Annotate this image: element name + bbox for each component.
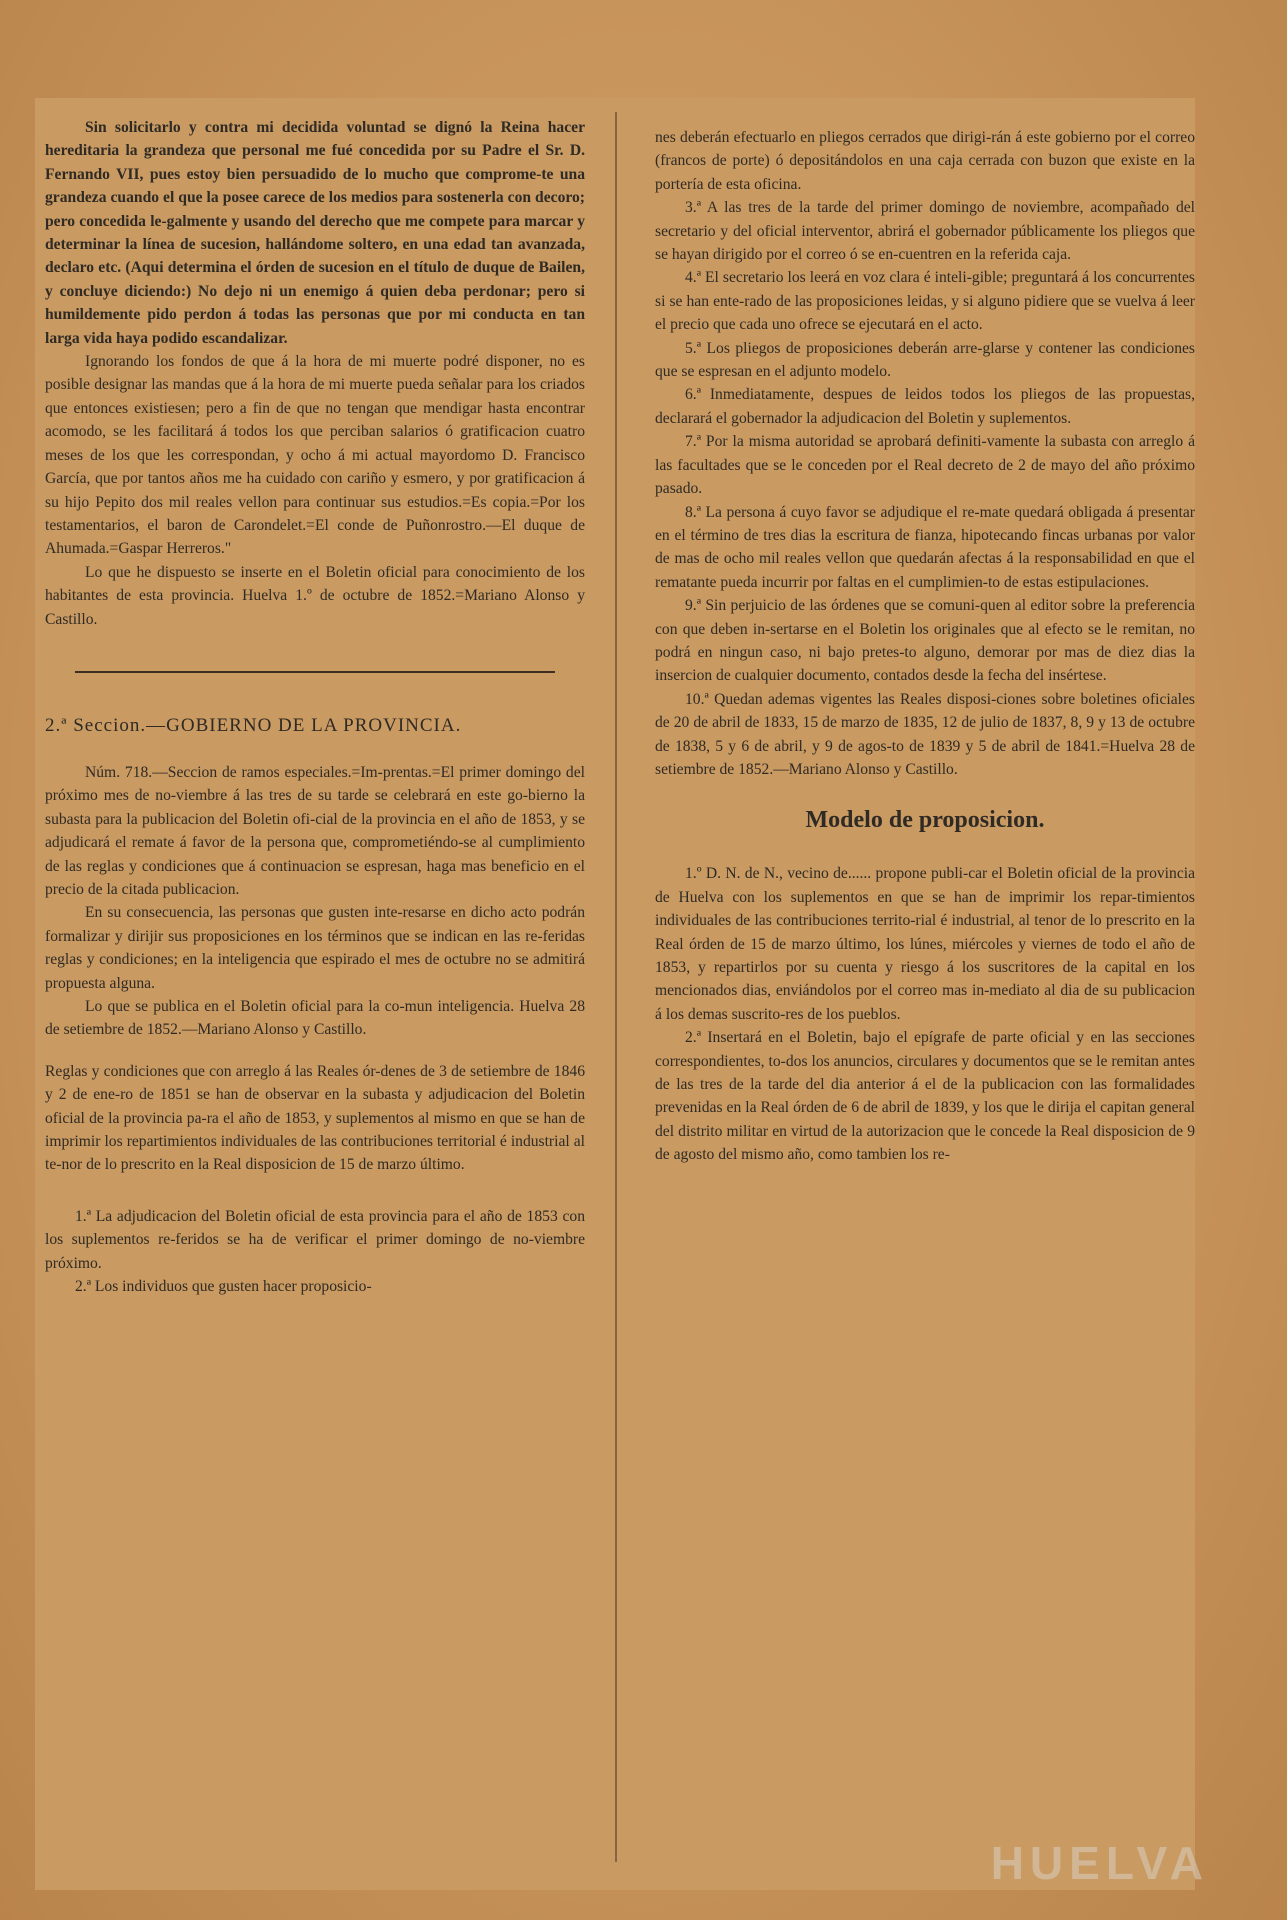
column-rule [615,112,617,1862]
spacer [45,1177,585,1205]
rule-item: 3.ª A las tres de la tarde del primer domingo de noviembre, acompañado del secretario y del oficial interventor, abrirá el gobernador públicamente los pliegos que se hayan dirigido por el correo ó se en-cuentren en la referida caja. [655,199,1195,264]
section-divider [75,671,555,673]
paragraph: Núm. 718.—Seccion de ramos especiales.=Im-prentas.=El primer domingo del próximo mes de no-viembre á las tres de su tarde se celebrará en este go-bierno la subasta para la publicacion del Boletin ofi-cial de la provincia en el año de 1853, y se adjudicará el remate á favor de la persona que, comprometiéndo-se al cumplimiento de las reglas y condiciones que á continuacion se espresan, haga mas beneficio en el precio de la citada publicacion. [45,763,585,898]
rule-item: 9.ª Sin perjuicio de las órdenes que se comuni-quen al editor sobre la preferencia con que deben in-sertarse en el Boletin los originales que al efecto se le remitan, no podrá en ningun caso, ni bajo pretes-to alguno, demorar por mas de diez dias la insercion de cualquier documento, contados desde la fecha del insértese. [655,597,1195,685]
rule-item: 8.ª La persona á cuyo favor se adjudique el re-mate quedará obligada á presentar en el término de tres dias la escritura de fianza, hipotecando fincas urbanas por valor de mas de ocho mil reales vellon que quedarán afectas á la responsabilidad en que el rematante pueda incurrir por faltas en el cumplimien-to de estas estipulaciones. [655,503,1195,591]
rule-item: 10.ª Quedan ademas vigentes las Reales disposi-ciones sobre boletines oficiales de 20 de abril de 1833, 15 de marzo de 1835, 12 de julio de 1837, 8, 9 y 13 de octubre de 1838, 5 y 6 de abril, y 9 de agos-to de 1839 y 5 de abril de 1841.=Huelva 28 de setiembre de 1852.—Mariano Alonso y Castillo. [655,690,1195,778]
rule-item: 7.ª Por la misma autoridad se aprobará definiti-vamente la subasta con arreglo á las facultades que se le conceden por el Real decreto de 2 de mayo del año próximo pasado. [655,433,1195,498]
paragraph: Lo que se publica en el Boletin oficial para la co-mun inteligencia. Huelva 28 de setiembre de 1852.—Mariano Alonso y Castillo. [45,998,585,1039]
spacer [45,1042,585,1060]
model-item: 1.º D. N. de N., vecino de...... propone publi-car el Boletin oficial de la provincia de Huelva con los suplementos en que se han de imprimir los repar-timientos individuales de las contribuciones territo-rial é industrial, al tenor de lo prescrito en la Real órden de 15 de marzo último, los lúnes, miércoles y viernes de todo el año de 1853, y repartirlos por su cuenta y riesgo á los suscritores de la capital en los mencionados dias, enviándolos por el correo mas in-mediato al dia de su publicacion á los demas suscrito-res de los pueblos. [655,865,1195,1023]
model-heading: Modelo de proposicion. [805,807,1045,834]
watermark-logo: HUELVA [990,1837,1209,1889]
rules-intro: Reglas y condiciones que con arreglo á las Reales ór-denes de 3 de setiembre de 1846 y 2 de ene-ro de 1851 se han de observar en la subasta y adjudicacion del Boletin oficial de la provincia pa-ra el año de 1853, y suplementos al mismo en que se han de imprimir los repartimientos individuales de las contribuciones territorial é industrial al te-nor de lo prescrito en la Real disposicion de 15 de marzo último. [45,1062,585,1174]
paragraph: Ignorando los fondos de que á la hora de mi muerte podré disponer, no es posible designar las mandas que á la hora de mi muerte pueda señalar para los criados que entonces existiesen; pero a fin de que no tengan que mendigar hasta encontrar acomodo, se les facilitará á todos los que perciban salarios ó gratificacion cuatro meses de los que les correspondan, y ocho á mi actual mayordomo D. Francisco García, que por tantos años me ha cuidado con cariño y esmero, y por gratificacion á su hijo Pepito dos mil reales vellon para continuar sus estudios.=Es copia.=Por los testamentarios, el baron de Carondelet.=El conde de Puñonrostro.—El duque de Ahumada.=Gaspar Herreros." [45,353,585,558]
section-heading: 2.ª Seccion.—GOBIERNO DE LA PROVINCIA. [45,714,462,736]
rule-item: 2.ª Los individuos que gusten hacer proposicio- [75,1278,372,1296]
paragraph: nes deberán efectuarlo en pliegos cerrados que dirigi-rán á este gobierno por el correo (francos de porte) ó depositándolos en una caja cerrada con buzon que existe en la portería de esta oficina. [655,129,1195,193]
paragraph: En su consecuencia, las personas que gusten inte-resarse en dicho acto podrán formalizar y dirijir sus proposiciones en los términos que se indican en las re-feridas reglas y condiciones; en la inteligencia que espirado el mes de octubre no se admitirá propuesta alguna. [45,904,585,992]
left-column [45,116,585,1298]
paragraph: Sin solicitarlo y contra mi decidida voluntad se dignó la Reina hacer hereditaria la grandeza que personal me fué concedida por su Padre el Sr. D. Fernando VII, pues estoy bien persuadido de lo mucho que comprome-te una grandeza cuando el que la posee carece de los medios para sostenerla con decoro; pero concedida le-galmente y usando del derecho que me compete para marcar y determinar la línea de sucesion, hallándome soltero, en una edad tan avanzada, declaro etc. (Aqui determina el órden de sucesion en el título de duque de Bailen, y concluye diciendo:) No dejo ni un enemigo á quien deba perdonar; pero si humildemente pido perdon á todas las personas que por mi conducta en tan larga vida haya podido escandalizar. [45,119,585,347]
rule-item: 6.ª Inmediatamente, despues de leidos todos los pliegos de las propuestas, declarará el gobernador la adjudicacion del Boletin y suplementos. [655,386,1195,427]
model-item: 2.ª Insertará en el Boletin, bajo el epígrafe de parte oficial y en las secciones correspondientes, to-dos los anuncios, circulares y documentos que se le remitan antes de las tres de la tarde del dia anterior á el de la publicacion con las formalidades prevenidas en la Real órden de 6 de abril de 1839, y los que le dirija el capitan general del distrito militar en virtud de la autorizacion que le concede la Real disposicion de 9 de agosto del mismo año, como tambien los re- [655,1029,1195,1164]
rule-item: 1.ª La adjudicacion del Boletin oficial de esta provincia para el año de 1853 con los suplementos re-feridos se ha de verificar el primer domingo de no-viembre próximo. [45,1207,585,1272]
newspaper-page [35,98,1195,1890]
right-column [655,126,1195,1167]
rule-item: 4.ª El secretario los leerá en voz clara é inteli-gible; preguntará á los concurrentes si se han ente-rado de las proposiciones leidas, y si alguno pidiere que se vuelva á leer el precio que cada uno ofrece se ejecutará en el acto. [655,269,1195,334]
rule-item: 5.ª Los pliegos de proposiciones deberán arre-glarse y contener las condiciones que se espresan en el adjunto modelo. [655,339,1195,381]
paragraph: Lo que he dispuesto se inserte en el Boletin oficial para conocimiento de los habitantes de esta provincia. Huelva 1.º de octubre de 1852.=Mariano Alonso y Castillo. [45,563,585,628]
